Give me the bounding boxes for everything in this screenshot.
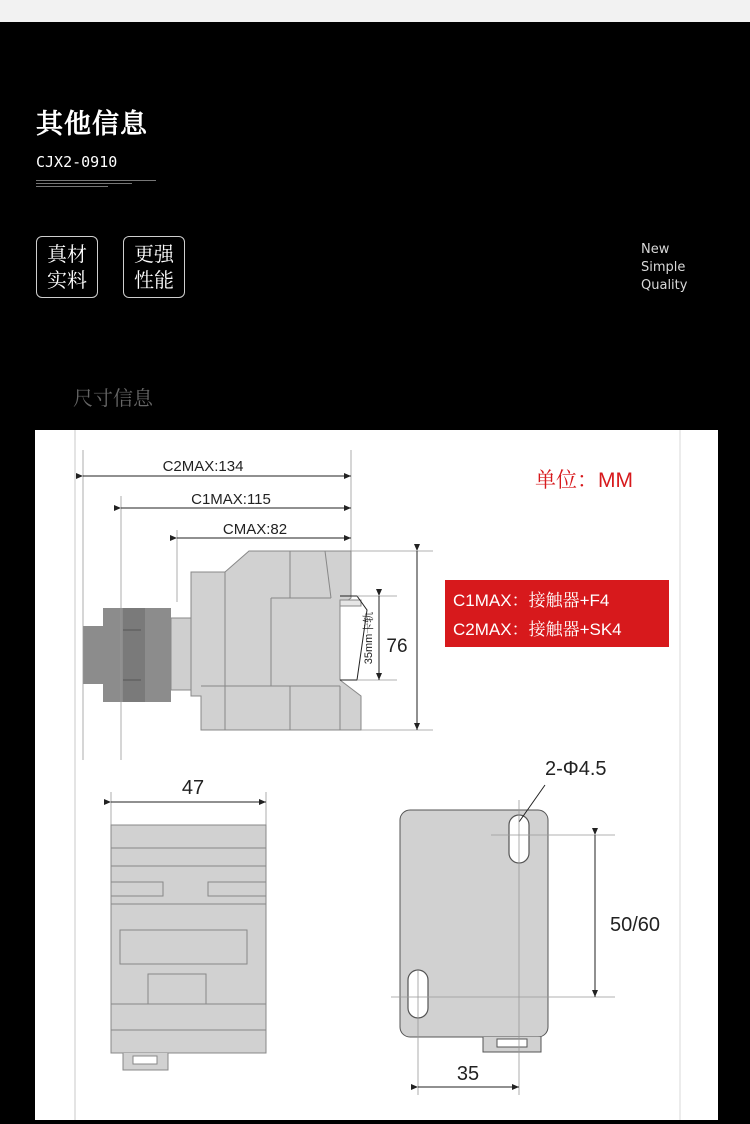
section-title: 尺寸信息 xyxy=(73,386,153,410)
page-title: 其他信息 xyxy=(36,109,148,140)
top-bar xyxy=(0,0,750,22)
hole-spacing-label: 50/60 xyxy=(609,914,661,936)
rail-label: 35mm卡轨 xyxy=(363,611,375,665)
mounting-plate-view xyxy=(391,758,660,1095)
badge-performance: 更强 性能 xyxy=(123,236,185,298)
dim-width-47: 47 xyxy=(181,777,205,799)
badge-real-material: 真材 实料 xyxy=(36,236,98,298)
hole-label: 2-Φ4.5 xyxy=(545,758,607,780)
dim-height-76: 76 xyxy=(386,636,408,657)
unit-label: 单位：MM xyxy=(535,469,633,492)
model-number: CJX2-0910 xyxy=(36,153,118,171)
note-c1max: C1MAX：接触器+F4 xyxy=(453,591,610,610)
dimension-drawing-panel xyxy=(35,430,718,1120)
dim-cmax: CMAX:82 xyxy=(222,521,288,538)
dim-c1max: C1MAX:115 xyxy=(191,491,271,508)
tagline: New Simple Quality xyxy=(641,242,688,293)
dim-width-35: 35 xyxy=(456,1063,480,1085)
dim-c2max: C2MAX:134 xyxy=(162,458,244,475)
dimension-drawing xyxy=(35,430,718,1120)
decorative-lines xyxy=(36,180,156,188)
contactor-side-view xyxy=(83,551,361,730)
note-c2max: C2MAX：接触器+SK4 xyxy=(453,620,622,639)
contactor-front-view xyxy=(111,777,266,1070)
config-notes-box xyxy=(445,580,669,647)
